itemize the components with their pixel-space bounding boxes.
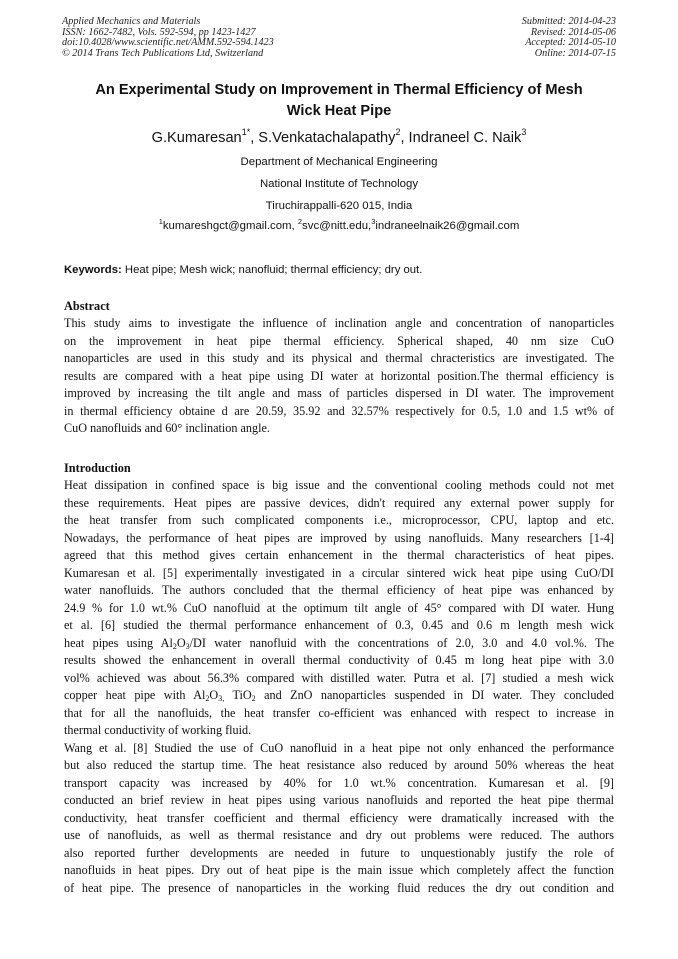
text-line: thermal conductivity of working fluid. [64, 723, 252, 738]
author-name: G.Kumaresan [151, 130, 242, 146]
text-line: Wang et al. [8] Studied the use of CuO nanofluid in a heat pipe not only enhanced the performance [64, 740, 614, 755]
journal-doi: doi:10.4028/www.scientific.net/AMM.592-594.1423 [62, 37, 274, 49]
text-line: nanoparticles are used in this study and its physical and thermal chracteristics are investigated. The [64, 351, 614, 366]
text-fragment: heat pipes using Al [64, 635, 173, 650]
subscript: 3, [218, 694, 225, 704]
affiliation-institute: National Institute of Technology [259, 178, 419, 190]
revised-date: Revised: 2014-05-06 [530, 26, 616, 38]
text-line: agreed that this method gives certain enhancement in the thermal characteristics of heat pipes. [64, 548, 614, 563]
author-email: kumareshgct@gmail.com, [162, 220, 298, 232]
title-line: An Experimental Study on Improvement in Thermal Efficiency of Mesh [95, 82, 583, 98]
text-line: results are compared with a heat pipe using DI water at horizontal position.The thermal efficiency is [64, 368, 614, 383]
text-line: conductivity, heat transfer coefficient and thermal efficiency were dramatically increased with the [64, 810, 614, 825]
subscript: 2 [251, 694, 256, 704]
text-line: improved by increasing the tilt angle and mass of particles dispersed in DI water. The improvement [64, 386, 614, 401]
text-line: transport capacity was increased by 40% for 1.0 wt.% concentration. Kumaresan et al. [9] [64, 775, 614, 790]
journal-copyright: © 2014 Trans Tech Publications Ltd, Switzerland [62, 47, 264, 59]
text-line: conducted an brief review in heat pipes using various nanofluids and reported the heat pipe thermal [64, 793, 614, 808]
text-fragment: /DI water nanofluid with the concentrations of 2.0, 3.0 and 4.0 vol.%. The [189, 635, 614, 650]
text-line [64, 687, 614, 705]
text-line: results showed the enhancement in overall thermal conductivity of 0.45 m long heat pipe with 3.0 [64, 653, 614, 668]
text-fragment: copper heat pipe with Al [64, 688, 206, 703]
text-line: also reported further developments are needed in future to unquestionably justify the role of [64, 845, 614, 860]
email-superscript: 1 [158, 217, 163, 226]
subscript: 2 [205, 694, 210, 704]
paper-title [60, 80, 618, 122]
text-line: Nowadays, the performance of heat pipes are improved by using nanofluids. Many researchers [1-4] [64, 530, 614, 545]
author-list [40, 128, 638, 148]
online-date: Online: 2014-07-15 [534, 47, 616, 59]
text-line: that for all the nanofluids, the heat transfer co-efficient was enhanced with respect to increase in [64, 705, 614, 720]
keywords-text: Heat pipe; Mesh wick; nanofluid; thermal efficiency; dry out. [121, 264, 423, 276]
text-line: nanofluids in heat pipes. Dry out of heat pipe is the main issue which completely affect the function [64, 863, 614, 878]
accepted-date: Accepted: 2014-05-10 [525, 37, 616, 49]
journal-name: Applied Mechanics and Materials [62, 16, 201, 27]
text-line: 24.9 % for 1.0 wt.% CuO nanofluid at the optimum tilt angle of 45° compared with DI water. Hung [64, 600, 614, 615]
text-line: Heat dissipation in confined space is big issue and the conventional cooling methods could not met [64, 478, 614, 492]
text-line: on the improvement in heat pipe thermal efficiency. Spherical shaped, 40 nm size CuO [64, 333, 614, 348]
text-line: these requirements. Heat pipes are passive devices, didn't required any external power supply for [64, 495, 614, 510]
author-name: , S.Venkatachalapathy [250, 130, 396, 146]
text-line: et al. [6] studied the thermal performance enhancement of 0.3, 0.45 and 0.6 m length mesh wick [64, 618, 614, 633]
subscript: 3 [185, 641, 190, 651]
author-emails [40, 219, 638, 233]
email-superscript: 3 [371, 217, 376, 226]
affiliation-city: Tiruchirappalli-620 015, India [265, 200, 413, 212]
introduction-heading: Introduction [64, 461, 131, 475]
author-superscript: 2 [395, 127, 401, 137]
author-superscript: 3 [521, 127, 527, 137]
text-line: water nanofluids. The authors concluded that the thermal efficiency of heat pipe was enhanced by [64, 583, 614, 598]
author-superscript: 1* [241, 127, 251, 137]
affiliation-department: Department of Mechanical Engineering [240, 156, 438, 168]
submission-dates [522, 17, 616, 59]
text-line: CuO nanofluids and 60° inclination angle. [64, 421, 270, 436]
abstract-heading: Abstract [64, 299, 110, 313]
text-line: the heat transfer from such complicated components i.e., microprocessor, CPU, laptop and etc. [64, 513, 614, 528]
subscript: 2 [172, 641, 177, 651]
text-line: of heat pipe. The presence of nanoparticles in the working fluid reduces the dry out condition and [64, 880, 614, 895]
keywords-line [64, 263, 422, 277]
text-line: This study aims to investigate the influence of inclination angle and concentration of nanoparticles [64, 316, 614, 330]
text-line [64, 635, 614, 653]
text-line: but also reduced the startup time. The heat resistance also reduced by around 50% whereas the heat [64, 758, 614, 773]
keywords-label: Keywords: [64, 264, 122, 276]
title-line: Wick Heat Pipe [286, 103, 392, 119]
text-fragment: TiO [224, 688, 252, 703]
text-fragment: O [209, 688, 219, 703]
text-fragment: O [176, 635, 186, 650]
text-line: Kumaresan et al. [5] experimentally investigated in a circular sintered wick heat pipe using CuO/DI [64, 565, 614, 580]
introduction-body [64, 477, 614, 897]
text-fragment: and ZnO nanoparticles suspended in DI water. They concluded [255, 688, 614, 703]
submitted-date: Submitted: 2014-04-23 [521, 16, 616, 27]
author-email: svc@nitt.edu, [302, 220, 372, 232]
text-line: in thermal efficiency obtaine d are 20.59, 35.92 and 32.57% respectively for 0.5, 1.0 and 1.5 wt% of [64, 403, 614, 418]
author-name: , Indraneel C. Naik [400, 130, 522, 146]
text-line: vol% achieved was about 56.3% compared with distilled water. Putra et al. [7] studied a mesh wick [64, 670, 614, 685]
journal-issn: ISSN: 1662-7482, Vols. 592-594, pp 1423-1427 [62, 26, 256, 38]
author-email: indraneelnaik26@gmail.com [375, 220, 520, 232]
email-superscript: 2 [297, 217, 303, 226]
journal-info [62, 17, 274, 59]
abstract-body [64, 315, 614, 438]
text-line: use of nanofluids, as well as thermal resistance and dry out problems were reduced. The authors [64, 828, 614, 843]
